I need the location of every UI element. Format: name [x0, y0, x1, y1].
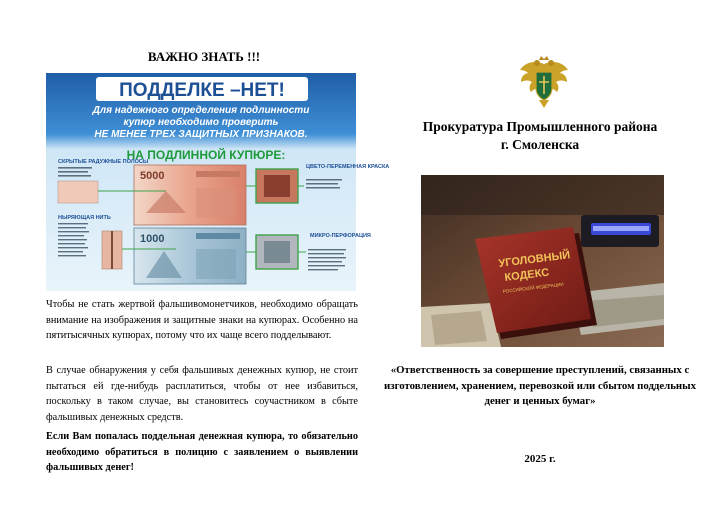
note-5000-value: 5000 [140, 170, 165, 182]
counterfeit-poster [46, 73, 390, 291]
book-title-line-1: УГОЛОВНЫЙ [497, 249, 571, 270]
book-title-line-3: РОССИЙСКОЙ ФЕДЕРАЦИИ [502, 281, 564, 294]
feature-label-2: НЫРЯЮЩАЯ НИТЬ [58, 215, 111, 221]
feature-text-1-lines [58, 167, 92, 177]
feature-text-3-lines [306, 179, 342, 189]
note-1000-value: 1000 [140, 233, 165, 245]
poster-section-title: НА ПОДЛИННОЙ КУПЮРЕ: [126, 148, 286, 162]
feature-label-3: ЦВЕТО-ПЕРЕМЕННАЯ КРАСКА [306, 164, 390, 170]
criminal-code-photo [421, 175, 664, 347]
feature-label-4: МИКРО-ПЕРФОРАЦИЯ [310, 233, 371, 239]
poster-headline: ПОДДЕЛКЕ –НЕТ! [119, 80, 285, 101]
banknote-1000 [134, 228, 246, 284]
paragraph-police-advice: Если Вам попалась поддельная денежная купюра, то обязательно необходимо обратиться в полицию с заявлением о выявлении фальшивых денег! [46, 431, 358, 474]
prosecutor-emblem-icon [517, 54, 571, 110]
publication-year: 2025 г. [524, 453, 556, 465]
poster-subline-3: НЕ МЕНЕЕ ТРЕХ ЗАЩИТНЫХ ПРИЗНАКОВ. [94, 129, 308, 140]
banknote-5000 [134, 165, 246, 225]
feature-thumb-1 [58, 181, 98, 203]
uv-lamp [581, 215, 659, 247]
organization-name: Прокуратура Промышленного района [422, 119, 658, 134]
poster-subline-1: Для надежного определения подлинности [92, 105, 310, 116]
poster-graphic [46, 73, 390, 291]
brochure-subject: «Ответственность за совершение преступлений, связанных с изготовлением, хранением, перевозкой или сбытом поддельных денег и ценных бумаг» [384, 364, 696, 407]
book-title-line-2: КОДЕКС [503, 266, 550, 284]
paragraph-warning: Чтобы не стать жертвой фальшивомонетчиков, необходимо обращать внимание на изображения и защитные знаки на купюрах. Особенно на пятитысячных купюрах, потому что их чаще всего подделывают. [46, 299, 358, 342]
paragraph-complicity: В случае обнаружения у себя фальшивых денежных купюр, не стоит пытаться ей где-нибудь расплатиться, чтобы от нее избавиться, поскольку в таком случае, вы становитесь соучастником в сбыте фальшивых денежных средств. [46, 365, 358, 423]
left-title: ВАЖНО ЗНАТЬ !!! [147, 49, 261, 64]
poster-subline-2: купюр необходимо проверить [123, 117, 279, 128]
feature-label-1: СКРЫТЫЕ РАДУЖНЫЕ ПОЛОСЫ [58, 159, 149, 165]
organization-city: г. Смоленска [500, 137, 580, 152]
